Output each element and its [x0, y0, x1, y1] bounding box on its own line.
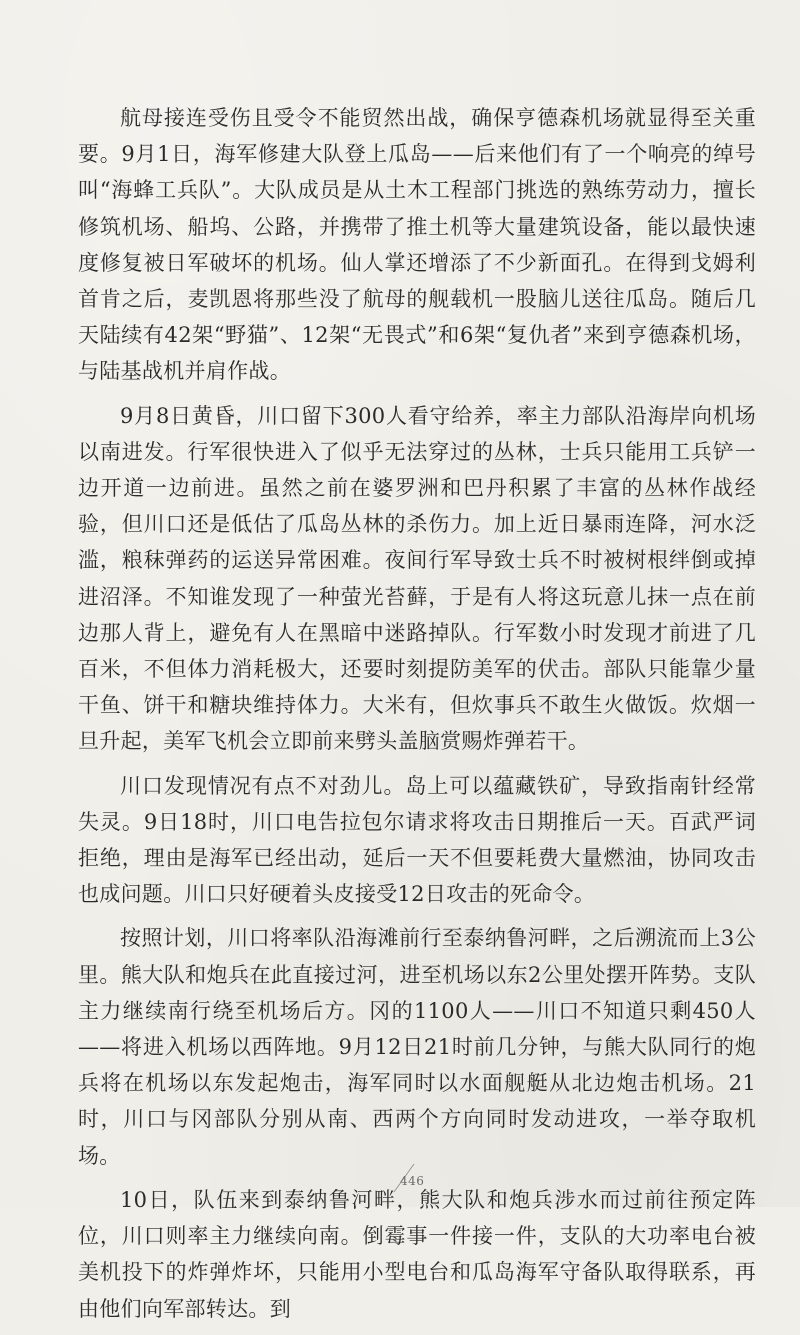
paragraph-3: 川口发现情况有点不对劲儿。岛上可以蕴藏铁矿，导致指南针经常失灵。9日18时，川口电告拉包尔请求将攻击日期推后一天。百武严词拒绝，理由是海军已经出动，延后一天不但要耗费大量燃油，协同攻击也成问题。川口只好硬着头皮接受12日攻击的死命令。 — [78, 773, 756, 907]
body-text — [78, 100, 756, 1335]
page-footer — [388, 1158, 448, 1198]
paragraph-5: 10日，队伍来到泰纳鲁河畔，熊大队和炮兵涉水而过前往预定阵位，川口则率主力继续向南。倒霉事一件接一件，支队的大功率电台被美机投下的炸弹炸坏，只能用小型电台和瓜岛海军守备队取得联系，再由他们向军部转达。到 — [78, 1187, 756, 1321]
paragraph-1: 航母接连受伤且受令不能贸然出战，确保亨德森机场就显得至关重要。9月1日，海军修建大队登上瓜岛——后来他们有了一个响亮的绰号叫“海蜂工兵队”。大队成员是从土木工程部门挑选的熟练劳动力，擅长修筑机场、船坞、公路，并携带了推土机等大量建筑设备，能以最快速度修复被日军破坏的机场。仙人掌还增添了不少新面孔。在得到戈姆利首肯之后，麦凯恩将那些没了航母的舰载机一股脑儿送往瓜岛。随后几天陆续有42架“野猫”、12架“无畏式”和6架“复仇者”来到亨德森机场，与陆基战机并肩作战。 — [78, 106, 756, 384]
paragraph-2: 9月8日黄昏，川口留下300人看守给养，率主力部队沿海岸向机场以南进发。行军很快进入了似乎无法穿过的丛林，士兵只能用工兵铲一边开道一边前进。虽然之前在婆罗洲和巴丹积累了丰富的丛林作战经验，但川口还是低估了瓜岛丛林的杀伤力。加上近日暴雨连降，河水泛滥，粮秣弹药的运送异常困难。夜间行军导致士兵不时被树根绊倒或掉进沼泽。不知谁发现了一种萤光苔藓，于是有人将这玩意儿抹一点在前边那人背上，避免有人在黑暗中迷路掉队。行军数小时发现才前进了几百米，不但体力消耗极大，还要时刻提防美军的伏击。部队只能靠少量干鱼、饼干和糖块维持体力。大米有，但炊事兵不敢生火做饭。炊烟一旦升起，美军飞机会立即前来劈头盖脑赏赐炸弹若干。 — [78, 403, 756, 754]
paragraph-4: 按照计划，川口将率队沿海滩前行至泰纳鲁河畔，之后溯流而上3公里。熊大队和炮兵在此直接过河，进至机场以东2公里处摆开阵势。支队主力继续南行绕至机场后方。冈的1100人——川口不知道只剩450人——将进入机场以西阵地。9月12日21时前几分钟，与熊大队同行的炮兵将在机场以东发起炮击，海军同时以水面舰艇从北边炮击机场。21时，川口与冈部队分别从南、西两个方向同时发动进攻，一举夺取机场。 — [78, 926, 756, 1168]
page-number: 446 — [400, 1174, 425, 1188]
